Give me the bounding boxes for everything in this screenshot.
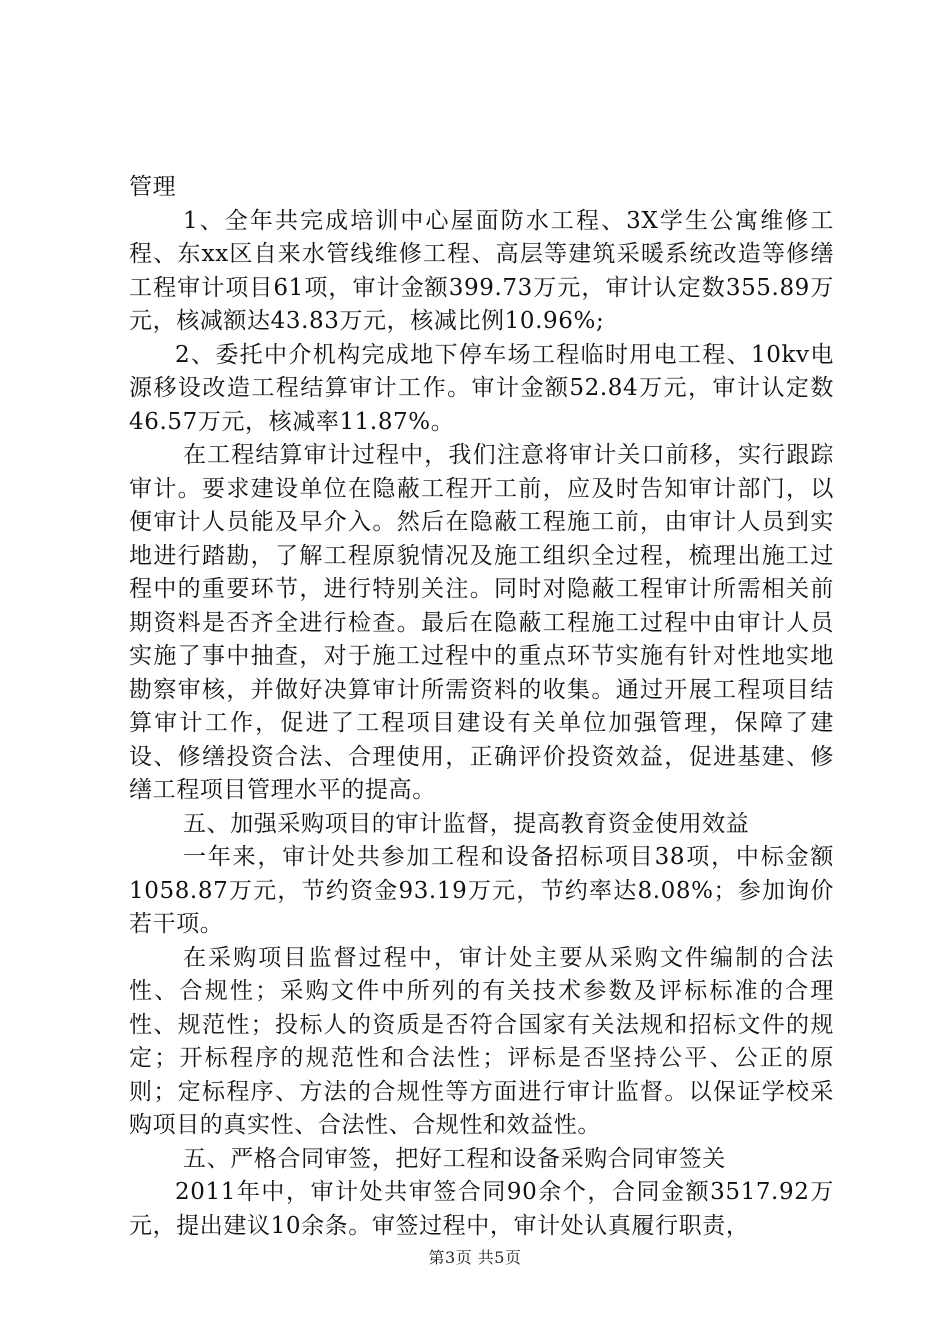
- section-heading-contracts: 五、严格合同审签，把好工程和设备采购合同审签关: [183, 1145, 726, 1172]
- paragraph-tender-stats: 一年来，审计处共参加工程和设备招标项目38项，中标金额1058.87万元，节约资金93.19万元，节约率达8.08%；参加询价若干项。: [129, 844, 834, 937]
- paragraph-heading-fragment: 管理: [129, 174, 177, 200]
- paragraph-repair-projects: 1、全年共完成培训中心屋面防水工程、3X学生公寓维修工程、东xx区自来水管线维修工程、高层等建筑采暖系统改造等修缮工程审计项目61项，审计金额399.73万元，审计认定数355.89万元，核减额达43.83万元，核减比例10.96%;: [129, 207, 834, 334]
- paragraph-settlement-audit: 在工程结算审计过程中，我们注意将审计关口前移，实行跟踪审计。要求建设单位在隐蔽工程开工前，应及时告知审计部门，以便审计人员能及早介入。然后在隐蔽工程施工前，由审计人员到实地进行踏勘，了解工程原貌情况及施工组织全过程，梳理出施工过程中的重要环节，进行特别关注。同时对隐蔽工程审计所需相关前期资料是否齐全进行检查。最后在隐蔽工程施工过程中由审计人员实施了事中抽查，对于施工过程中的重点环节实施有针对性地实地勘察审核，并做好决算审计所需资料的收集。通过开展工程项目结算审计工作，促进了工程项目建设有关单位加强管理，保障了建设、修缮投资合法、合理使用，正确评价投资效益，促进基建、修缮工程项目管理水平的提高。: [129, 442, 834, 803]
- paragraph-agency-audit: 2、委托中介机构完成地下停车场工程临时用电工程、10kv电源移设改造工程结算审计工作。审计金额52.84万元，审计认定数46.57万元，核减率11.87%。: [129, 341, 834, 435]
- paragraph-contract-review: 2011年中，审计处共审签合同90余个，合同金额3517.92万元，提出建议10余条。审签过程中，审计处认真履行职责，: [129, 1179, 834, 1239]
- section-heading-procurement: 五、加强采购项目的审计监督，提高教育资金使用效益: [183, 810, 750, 837]
- paragraph-procurement-supervision: 在采购项目监督过程中，审计处主要从采购文件编制的合法性、合规性；采购文件中所列的有关技术参数及评标标准的合理性、规范性；投标人的资质是否符合国家有关法规和招标文件的规定；开标程序的规范性和合法性；评标是否坚持公平、公正的原则；定标程序、方法的合规性等方面进行审计监督。以保证学校采购项目的真实性、合法性、合规性和效益性。: [129, 944, 834, 1138]
- page-footer: 第3页 共5页: [428, 1248, 522, 1267]
- document-body: [129, 171, 834, 1243]
